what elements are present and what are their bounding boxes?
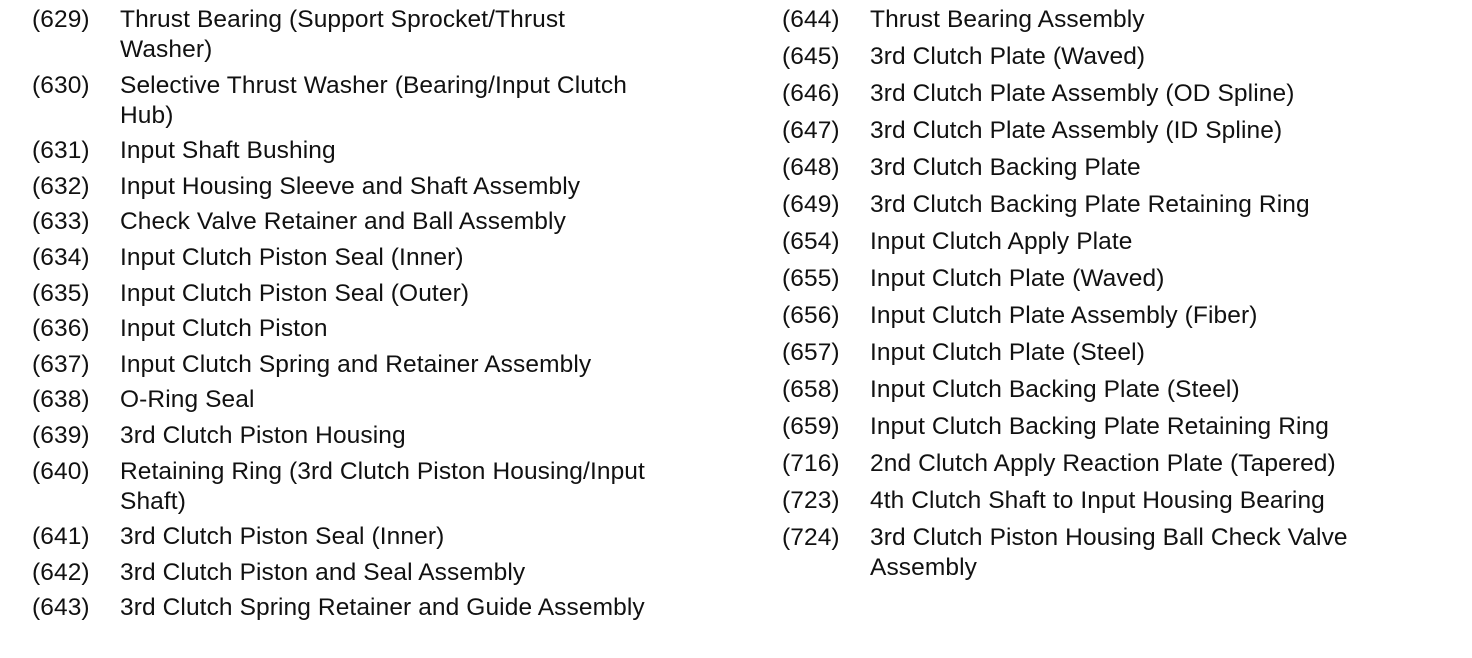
part-number: (641): [32, 523, 90, 551]
legend-item: [782, 153, 1472, 183]
part-number: (646): [782, 80, 840, 107]
legend-item: [32, 457, 732, 517]
part-number: (649): [782, 191, 840, 218]
part-description: Input Clutch Plate Assembly (Fiber): [870, 302, 1258, 329]
part-number: (654): [782, 228, 840, 255]
legend-item: [782, 264, 1472, 294]
legend-item: [32, 136, 732, 166]
part-number: (640): [32, 457, 90, 485]
part-description: Input Clutch Plate (Waved): [870, 265, 1165, 292]
part-description: 3rd Clutch Backing Plate: [870, 154, 1141, 181]
part-description: 3rd Clutch Piston Housing: [120, 421, 406, 449]
legend-item: [32, 350, 732, 380]
part-number: (635): [32, 279, 90, 307]
part-description: 3rd Clutch Piston Housing Ball Check Valve Assembly: [870, 524, 1348, 581]
part-description: 3rd Clutch Backing Plate Retaining Ring: [870, 191, 1310, 218]
legend-right-column: [782, 5, 1472, 590]
legend-item: [32, 558, 732, 588]
legend-item: [782, 227, 1472, 257]
part-number: (636): [32, 315, 90, 343]
part-number: (629): [32, 6, 90, 33]
part-number: (644): [782, 6, 840, 33]
part-description: Input Clutch Piston Seal (Inner): [120, 243, 464, 271]
legend-item: [32, 421, 732, 451]
part-number: (648): [782, 154, 840, 181]
part-number: (637): [32, 350, 90, 378]
legend-item: [782, 486, 1472, 516]
part-description: 3rd Clutch Piston and Seal Assembly: [120, 558, 526, 586]
legend-item: [32, 314, 732, 344]
part-description: 3rd Clutch Piston Seal (Inner): [120, 523, 445, 551]
part-number: (647): [782, 117, 840, 144]
part-description: Input Clutch Backing Plate Retaining Ring: [870, 413, 1329, 440]
part-number: (716): [782, 450, 840, 477]
part-number: (630): [32, 71, 90, 99]
legend-item: [32, 172, 732, 202]
legend-item: [32, 5, 732, 65]
legend-item: [782, 116, 1472, 146]
part-number: (659): [782, 413, 840, 440]
part-number: (634): [32, 243, 90, 271]
part-number: (645): [782, 43, 840, 70]
part-number: (723): [782, 487, 840, 514]
legend-item: [32, 385, 732, 415]
part-number: (633): [32, 208, 90, 236]
legend-item: [32, 279, 732, 309]
legend-item: [782, 5, 1472, 35]
part-number: (632): [32, 172, 90, 200]
legend-item: [782, 523, 1472, 583]
legend-item: [782, 42, 1472, 72]
legend-item: [782, 338, 1472, 368]
part-number: (657): [782, 339, 840, 366]
part-description: 3rd Clutch Plate (Waved): [870, 43, 1146, 70]
part-description: Input Housing Sleeve and Shaft Assembly: [120, 172, 581, 200]
part-description: Input Clutch Plate (Steel): [870, 339, 1145, 366]
part-description: Selective Thrust Washer (Bearing/Input Clutch Hub): [120, 71, 627, 129]
part-description: Input Clutch Apply Plate: [870, 228, 1133, 255]
part-description: Input Clutch Spring and Retainer Assembly: [120, 350, 592, 378]
legend-item: [782, 412, 1472, 442]
part-number: (724): [782, 524, 840, 551]
part-description: Input Shaft Bushing: [120, 137, 336, 165]
part-description: Thrust Bearing (Support Sprocket/Thrust Washer): [120, 6, 566, 63]
part-description: Input Clutch Backing Plate (Steel): [870, 376, 1240, 403]
part-description: 3rd Clutch Plate Assembly (ID Spline): [870, 117, 1283, 144]
part-number: (638): [32, 386, 90, 414]
part-description: 3rd Clutch Plate Assembly (OD Spline): [870, 80, 1295, 107]
legend-item: [782, 449, 1472, 479]
part-number: (639): [32, 421, 90, 449]
part-number: (655): [782, 265, 840, 292]
part-description: Thrust Bearing Assembly: [870, 6, 1145, 33]
part-description: 3rd Clutch Spring Retainer and Guide Assembly: [120, 594, 645, 622]
legend-item: [32, 522, 732, 552]
part-number: (631): [32, 137, 90, 165]
legend-item: [782, 301, 1472, 331]
legend-item: [782, 190, 1472, 220]
part-number: (658): [782, 376, 840, 403]
legend-item: [32, 71, 732, 131]
legend-item: [32, 243, 732, 273]
part-number: (643): [32, 594, 90, 622]
part-description: Check Valve Retainer and Ball Assembly: [120, 208, 566, 236]
legend-item: [782, 79, 1472, 109]
part-description: 2nd Clutch Apply Reaction Plate (Tapered): [870, 450, 1336, 477]
legend-item: [782, 375, 1472, 405]
part-number: (642): [32, 558, 90, 586]
legend-item: [32, 207, 732, 237]
legend-item: [32, 593, 732, 623]
part-description: O-Ring Seal: [120, 386, 255, 414]
part-description: 4th Clutch Shaft to Input Housing Bearing: [870, 487, 1325, 514]
legend-left-column: [32, 5, 732, 629]
part-description: Input Clutch Piston: [120, 315, 328, 343]
part-description: Input Clutch Piston Seal (Outer): [120, 279, 470, 307]
part-number: (656): [782, 302, 840, 329]
part-description: Retaining Ring (3rd Clutch Piston Housing/Input Shaft): [120, 457, 645, 515]
